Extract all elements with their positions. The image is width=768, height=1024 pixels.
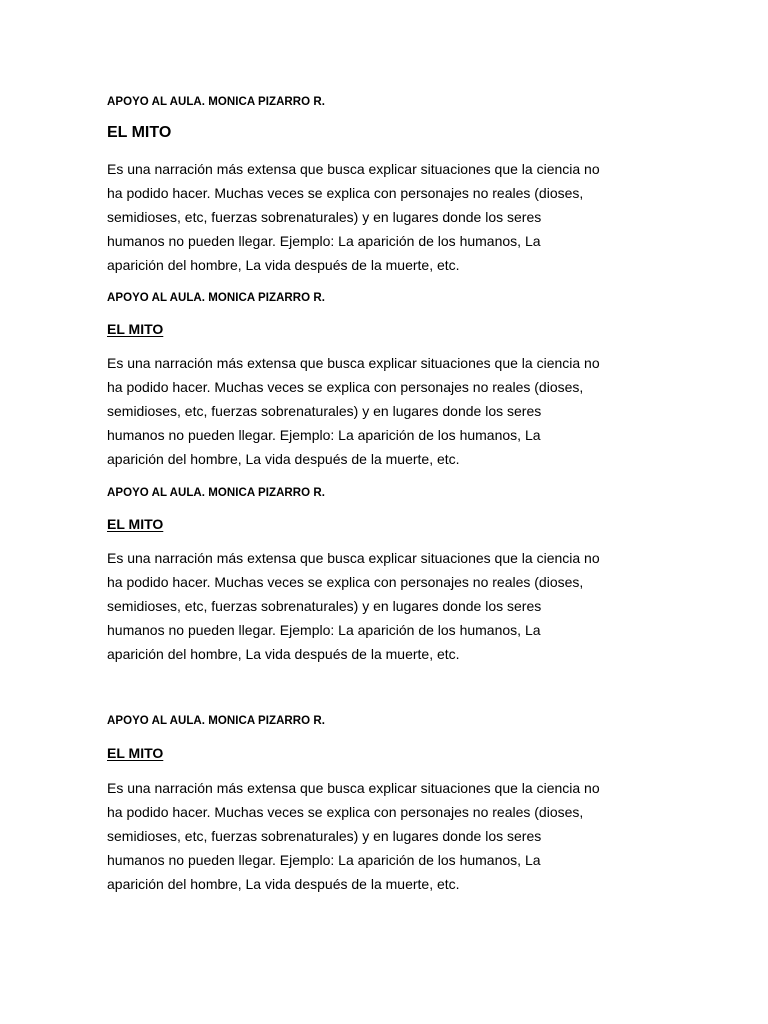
body-text	[107, 776, 667, 896]
author-header: APOYO AL AULA. MONICA PIZARRO R.	[107, 715, 325, 727]
body-line: Es una narración más extensa que busca explicar situaciones que la ciencia no	[107, 780, 600, 796]
body-text	[107, 351, 667, 471]
section-title: EL MITO	[107, 516, 164, 532]
body-line: humanos no pueden llegar. Ejemplo: La aparición de los humanos, La	[107, 852, 541, 868]
body-line: semidioses, etc, fuerzas sobrenaturales) y en lugares donde los seres	[107, 403, 542, 419]
body-line: Es una narración más extensa que busca explicar situaciones que la ciencia no	[107, 355, 600, 371]
body-text	[107, 157, 667, 277]
body-line: ha podido hacer. Muchas veces se explica con personajes no reales (dioses,	[107, 379, 584, 395]
body-line: Es una narración más extensa que busca explicar situaciones que la ciencia no	[107, 550, 600, 566]
body-line: humanos no pueden llegar. Ejemplo: La aparición de los humanos, La	[107, 427, 541, 443]
body-line: semidioses, etc, fuerzas sobrenaturales) y en lugares donde los seres	[107, 209, 542, 225]
body-line: aparición del hombre, La vida después de la muerte, etc.	[107, 451, 460, 467]
body-line: Es una narración más extensa que busca explicar situaciones que la ciencia no	[107, 161, 600, 177]
body-line: humanos no pueden llegar. Ejemplo: La aparición de los humanos, La	[107, 622, 541, 638]
body-line: ha podido hacer. Muchas veces se explica con personajes no reales (dioses,	[107, 804, 584, 820]
body-line: ha podido hacer. Muchas veces se explica con personajes no reales (dioses,	[107, 185, 584, 201]
body-text	[107, 546, 667, 666]
author-header: APOYO AL AULA. MONICA PIZARRO R.	[107, 292, 325, 304]
author-header: APOYO AL AULA. MONICA PIZARRO R.	[107, 96, 325, 108]
section-title: EL MITO	[107, 124, 172, 141]
body-line: humanos no pueden llegar. Ejemplo: La aparición de los humanos, La	[107, 233, 541, 249]
body-line: aparición del hombre, La vida después de la muerte, etc.	[107, 257, 460, 273]
body-line: aparición del hombre, La vida después de la muerte, etc.	[107, 876, 460, 892]
section-title: EL MITO	[107, 321, 164, 337]
body-line: aparición del hombre, La vida después de la muerte, etc.	[107, 646, 460, 662]
body-line: semidioses, etc, fuerzas sobrenaturales) y en lugares donde los seres	[107, 598, 542, 614]
section-title: EL MITO	[107, 745, 164, 761]
body-line: ha podido hacer. Muchas veces se explica con personajes no reales (dioses,	[107, 574, 584, 590]
author-header: APOYO AL AULA. MONICA PIZARRO R.	[107, 487, 325, 499]
body-line: semidioses, etc, fuerzas sobrenaturales) y en lugares donde los seres	[107, 828, 542, 844]
